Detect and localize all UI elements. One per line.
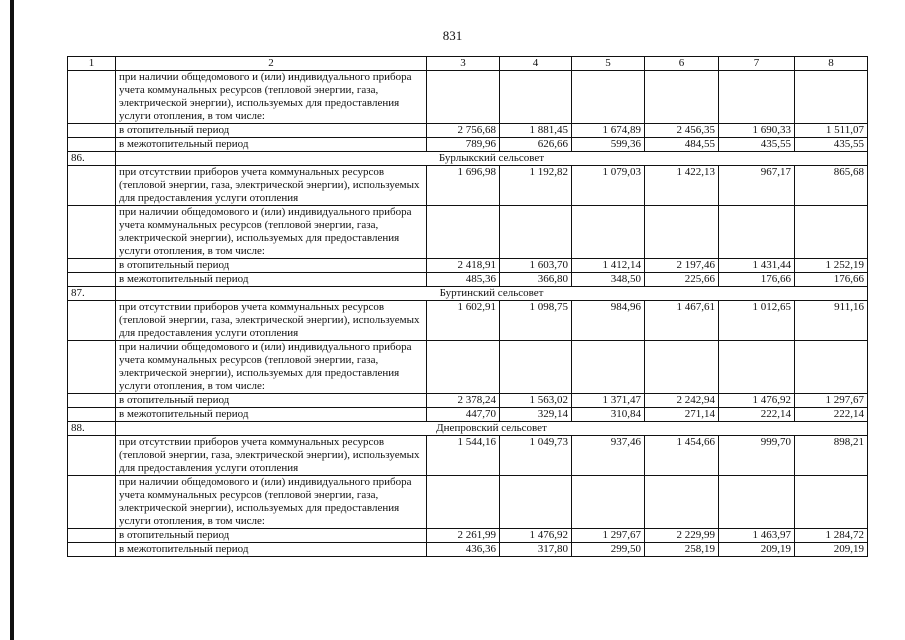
value-cell <box>645 71 719 124</box>
header-cell: 7 <box>719 57 795 71</box>
value-cell: 1 012,65 <box>719 301 795 341</box>
value-cell <box>427 206 500 259</box>
value-cell: 599,36 <box>572 138 645 152</box>
value-cell <box>500 476 572 529</box>
section-title: Буртинский сельсовет <box>116 287 868 301</box>
value-cell <box>795 341 868 394</box>
row-number-cell <box>68 124 116 138</box>
value-cell: 1 476,92 <box>500 529 572 543</box>
row-label: при наличии общедомового и (или) индивидуального прибора учета коммунальных ресурсов (тепловой энергии, газа, электрической энергии), используемых для предоставления услуги отопления, в том числе: <box>116 71 427 124</box>
value-cell: 1 476,92 <box>719 394 795 408</box>
row-label: при отсутствии приборов учета коммунальных ресурсов (тепловой энергии, газа, электрической энергии), используемых для предоставления услуги отопления <box>116 301 427 341</box>
row-label: при отсутствии приборов учета коммунальных ресурсов (тепловой энергии, газа, электрической энергии), используемых для предоставления услуги отопления <box>116 166 427 206</box>
row-label: в межотопительный период <box>116 543 427 557</box>
value-cell: 911,16 <box>795 301 868 341</box>
value-cell <box>572 476 645 529</box>
section-title: Бурлыкский сельсовет <box>116 152 868 166</box>
value-cell: 222,14 <box>719 408 795 422</box>
value-cell: 2 261,99 <box>427 529 500 543</box>
value-cell: 1 603,70 <box>500 259 572 273</box>
value-cell: 2 756,68 <box>427 124 500 138</box>
value-cell: 1 454,66 <box>645 436 719 476</box>
value-cell: 865,68 <box>795 166 868 206</box>
value-cell <box>500 341 572 394</box>
value-cell <box>719 341 795 394</box>
no-meter-row <box>68 301 868 341</box>
row-number-cell <box>68 166 116 206</box>
value-cell: 1 467,61 <box>645 301 719 341</box>
value-cell: 366,80 <box>500 273 572 287</box>
with-meter-row <box>68 476 868 529</box>
value-cell: 2 418,91 <box>427 259 500 273</box>
value-cell: 271,14 <box>645 408 719 422</box>
value-cell: 1 881,45 <box>500 124 572 138</box>
row-number-cell <box>68 529 116 543</box>
with-meter-row <box>68 71 868 124</box>
value-cell: 447,70 <box>427 408 500 422</box>
value-cell: 484,55 <box>645 138 719 152</box>
value-cell: 1 412,14 <box>572 259 645 273</box>
row-label: в отопительный период <box>116 259 427 273</box>
header-cell: 6 <box>645 57 719 71</box>
row-label: при наличии общедомового и (или) индивидуального прибора учета коммунальных ресурсов (тепловой энергии, газа, электрической энергии), используемых для предоставления услуги отопления, в том числе: <box>116 341 427 394</box>
value-cell <box>427 341 500 394</box>
offseason-period-row <box>68 138 868 152</box>
row-number-cell <box>68 138 116 152</box>
tariff-table <box>67 56 868 557</box>
value-cell: 2 229,99 <box>645 529 719 543</box>
row-number-cell <box>68 341 116 394</box>
value-cell <box>719 476 795 529</box>
section-row <box>68 287 868 301</box>
section-row <box>68 422 868 436</box>
row-number-cell <box>68 394 116 408</box>
value-cell <box>795 476 868 529</box>
value-cell: 222,14 <box>795 408 868 422</box>
header-row <box>68 57 868 71</box>
header-cell: 5 <box>572 57 645 71</box>
row-number-cell <box>68 206 116 259</box>
value-cell: 209,19 <box>795 543 868 557</box>
value-cell: 329,14 <box>500 408 572 422</box>
value-cell: 310,84 <box>572 408 645 422</box>
value-cell <box>645 206 719 259</box>
value-cell: 176,66 <box>795 273 868 287</box>
value-cell: 435,55 <box>719 138 795 152</box>
value-cell: 967,17 <box>719 166 795 206</box>
value-cell <box>795 206 868 259</box>
row-label: в отопительный период <box>116 394 427 408</box>
value-cell: 1 252,19 <box>795 259 868 273</box>
section-number: 86. <box>68 152 116 166</box>
value-cell: 626,66 <box>500 138 572 152</box>
row-label: в межотопительный период <box>116 273 427 287</box>
offseason-period-row <box>68 273 868 287</box>
value-cell <box>572 206 645 259</box>
value-cell: 1 079,03 <box>572 166 645 206</box>
header-cell: 8 <box>795 57 868 71</box>
row-number-cell <box>68 301 116 341</box>
value-cell: 2 242,94 <box>645 394 719 408</box>
row-number-cell <box>68 543 116 557</box>
page-number: 831 <box>442 28 463 43</box>
with-meter-row <box>68 341 868 394</box>
value-cell <box>645 341 719 394</box>
value-cell: 789,96 <box>427 138 500 152</box>
section-row <box>68 152 868 166</box>
value-cell: 1 297,67 <box>795 394 868 408</box>
row-number-cell <box>68 476 116 529</box>
row-number-cell <box>68 273 116 287</box>
value-cell: 485,36 <box>427 273 500 287</box>
value-cell: 436,36 <box>427 543 500 557</box>
section-number: 87. <box>68 287 116 301</box>
value-cell: 1 431,44 <box>719 259 795 273</box>
value-cell: 1 371,47 <box>572 394 645 408</box>
offseason-period-row <box>68 543 868 557</box>
value-cell <box>500 71 572 124</box>
value-cell: 1 690,33 <box>719 124 795 138</box>
row-label: в межотопительный период <box>116 138 427 152</box>
with-meter-row <box>68 206 868 259</box>
value-cell: 1 192,82 <box>500 166 572 206</box>
value-cell: 1 284,72 <box>795 529 868 543</box>
header-cell: 1 <box>68 57 116 71</box>
value-cell: 2 197,46 <box>645 259 719 273</box>
header-cell: 3 <box>427 57 500 71</box>
table-body <box>68 57 868 557</box>
value-cell: 1 674,89 <box>572 124 645 138</box>
value-cell: 317,80 <box>500 543 572 557</box>
row-label: в отопительный период <box>116 529 427 543</box>
row-number-cell <box>68 408 116 422</box>
row-number-cell <box>68 71 116 124</box>
value-cell: 1 602,91 <box>427 301 500 341</box>
row-label: в отопительный период <box>116 124 427 138</box>
value-cell: 1 098,75 <box>500 301 572 341</box>
value-cell: 1 544,16 <box>427 436 500 476</box>
value-cell <box>645 476 719 529</box>
value-cell: 2 378,24 <box>427 394 500 408</box>
row-number-cell <box>68 259 116 273</box>
value-cell <box>719 206 795 259</box>
value-cell: 898,21 <box>795 436 868 476</box>
value-cell: 1 463,97 <box>719 529 795 543</box>
value-cell: 1 049,73 <box>500 436 572 476</box>
offseason-period-row <box>68 408 868 422</box>
value-cell: 999,70 <box>719 436 795 476</box>
value-cell <box>572 71 645 124</box>
section-number: 88. <box>68 422 116 436</box>
value-cell: 299,50 <box>572 543 645 557</box>
value-cell <box>572 341 645 394</box>
value-cell <box>795 71 868 124</box>
value-cell: 258,19 <box>645 543 719 557</box>
page-edge-bar <box>10 0 14 640</box>
value-cell: 984,96 <box>572 301 645 341</box>
value-cell: 225,66 <box>645 273 719 287</box>
value-cell: 435,55 <box>795 138 868 152</box>
section-title: Днепровский сельсовет <box>116 422 868 436</box>
value-cell: 1 297,67 <box>572 529 645 543</box>
row-number-cell <box>68 436 116 476</box>
value-cell: 937,46 <box>572 436 645 476</box>
value-cell <box>427 71 500 124</box>
no-meter-row <box>68 166 868 206</box>
row-label: при отсутствии приборов учета коммунальных ресурсов (тепловой энергии, газа, электрической энергии), используемых для предоставления услуги отопления <box>116 436 427 476</box>
header-cell: 4 <box>500 57 572 71</box>
heating-period-row <box>68 394 868 408</box>
row-label: в межотопительный период <box>116 408 427 422</box>
value-cell <box>719 71 795 124</box>
heating-period-row <box>68 124 868 138</box>
value-cell <box>427 476 500 529</box>
value-cell: 209,19 <box>719 543 795 557</box>
value-cell: 176,66 <box>719 273 795 287</box>
no-meter-row <box>68 436 868 476</box>
value-cell: 1 563,02 <box>500 394 572 408</box>
heating-period-row <box>68 529 868 543</box>
value-cell: 2 456,35 <box>645 124 719 138</box>
value-cell: 348,50 <box>572 273 645 287</box>
header-cell: 2 <box>116 57 427 71</box>
value-cell: 1 696,98 <box>427 166 500 206</box>
value-cell <box>500 206 572 259</box>
row-label: при наличии общедомового и (или) индивидуального прибора учета коммунальных ресурсов (тепловой энергии, газа, электрической энергии), используемых для предоставления услуги отопления, в том числе: <box>116 476 427 529</box>
heating-period-row <box>68 259 868 273</box>
value-cell: 1 511,07 <box>795 124 868 138</box>
value-cell: 1 422,13 <box>645 166 719 206</box>
row-label: при наличии общедомового и (или) индивидуального прибора учета коммунальных ресурсов (тепловой энергии, газа, электрической энергии), используемых для предоставления услуги отопления, в том числе: <box>116 206 427 259</box>
